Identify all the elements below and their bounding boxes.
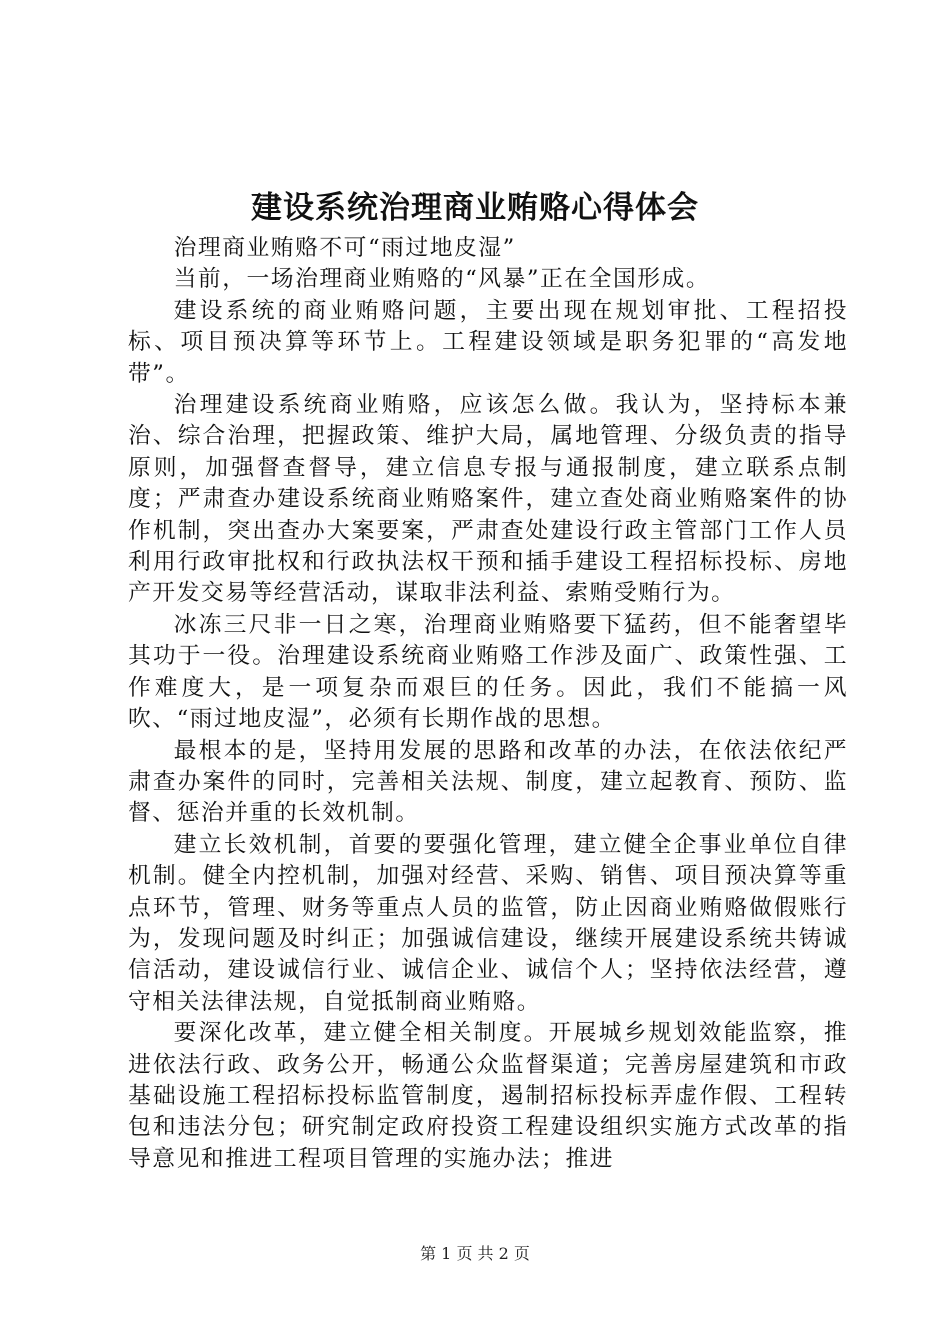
paragraph-mechanism: 建立长效机制，首要的要强化管理，建立健全企事业单位自律机制。健全内控机制，加强对经营、采购、销售、项目预决算等重点环节，管理、财务等重点人员的监管，防止因商业贿赂做假账行为，发现问题及时纠正；加强诚信建设，继续开展建设系统共铸诚信活动，建设诚信行业、诚信企业、诚信个人；坚持依法经营，遵守相关法律法规，自觉抵制商业贿赂。 [128,831,848,1015]
paragraph-fundamental: 最根本的是，坚持用发展的思路和改革的办法，在依法依纪严肃查办案件的同时，完善相关法规、制度，建立起教育、预防、监督、惩治并重的长效机制。 [128,737,848,827]
document-body [128,233,848,1175]
paragraph-approach: 治理建设系统商业贿赂，应该怎么做。我认为，坚持标本兼治、综合治理，把握政策、维护大局，属地管理、分级负责的指导原则，加强督查督导，建立信息专报与通报制度，建立联系点制度；严肃查办建设系统商业贿赂案件，建立查处商业贿赂案件的协作机制，突出查办大案要案，严肃查处建设行政主管部门工作人员利用行政审批权和行政执法权干预和插手建设工程招标投标、房地产开发交易等经营活动，谋取非法利益、索贿受贿行为。 [128,392,848,607]
document-title: 建设系统治理商业贿赂心得体会 [251,190,699,226]
paragraph-subtitle: 治理商业贿赂不可“雨过地皮湿” [173,235,516,261]
paragraph-reform: 要深化改革，建立健全相关制度。开展城乡规划效能监察，推进依法行政、政务公开，畅通公众监督渠道；完善房屋建筑和市政基础设施工程招标投标监管制度，遏制招标投标弄虚作假、工程转包和违法分包；研究制定政府投资工程建设组织实施方式改革的指导意见和推进工程项目管理的实施办法；推进 [128,1020,848,1172]
page-number-footer: 第 1 页 共 2 页 [420,1244,530,1263]
paragraph-long-term: 冰冻三尺非一日之寒，治理商业贿赂要下猛药，但不能奢望毕其功于一役。治理建设系统商业贿赂工作涉及面广、政策性强、工作难度大，是一项复杂而艰巨的任务。因此，我们不能搞一风吹、“雨过地皮湿”，必须有长期作战的思想。 [128,611,848,733]
paragraph-problem: 建设系统的商业贿赂问题，主要出现在规划审批、工程招投标、项目预决算等环节上。工程建设领域是职务犯罪的“高发地带”。 [128,297,848,387]
paragraph-intro: 当前，一场治理商业贿赂的“风暴”正在全国形成。 [173,266,711,293]
